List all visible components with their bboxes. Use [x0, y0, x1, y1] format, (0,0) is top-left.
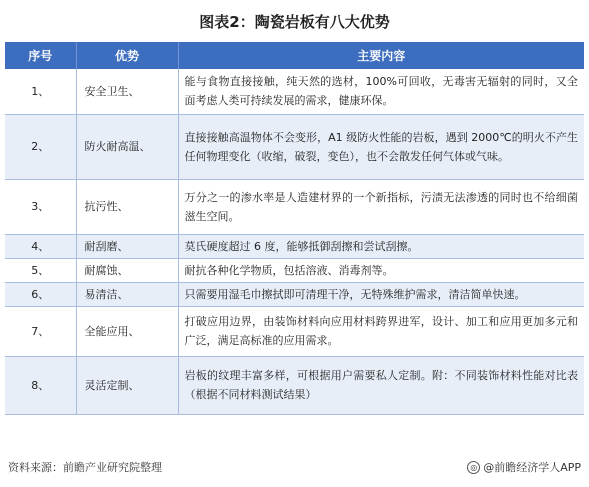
- table-header-row: [5, 42, 584, 69]
- row-advantage: 灵活定制、: [76, 356, 178, 414]
- row-content: 万分之一的渗水率是人造建材界的一个新指标，污渍无法渗透的同时也不给细菌滋生空间。: [178, 179, 584, 234]
- row-content: 耐抗各种化学物质，包括溶液、消毒剂等。: [178, 258, 584, 282]
- row-no: 6、: [5, 282, 76, 306]
- row-content: 直接接触高温物体不会变形，A1 级防火性能的岩板，遇到 2000℃的明火不产生任何物理变化（收缩，破裂，变色），也不会散发任何气体或气味。: [178, 114, 584, 179]
- table-row: [5, 179, 584, 234]
- header-no: 序号: [5, 42, 76, 69]
- row-advantage: 安全卫生、: [76, 69, 178, 114]
- table-row: [5, 114, 584, 179]
- advantages-table: [5, 42, 584, 415]
- brand-logo-icon: ◎: [467, 461, 480, 474]
- table-row: [5, 258, 584, 282]
- table-row: [5, 234, 584, 258]
- row-no: 5、: [5, 258, 76, 282]
- row-content: 能与食物直接接触，纯天然的选材，100%可回收，无毒害无辐射的同时，又全面考虑人类可持续发展的需求，健康环保。: [178, 69, 584, 114]
- header-advantage: 优势: [76, 42, 178, 69]
- row-content: 只需要用湿毛巾擦拭即可清理干净，无特殊维护需求，清洁简单快速。: [178, 282, 584, 306]
- row-advantage: 防火耐高温、: [76, 114, 178, 179]
- row-advantage: 易清洁、: [76, 282, 178, 306]
- row-no: 4、: [5, 234, 76, 258]
- table-row: [5, 69, 584, 114]
- page-title: 图表2：陶瓷岩板有八大优势: [199, 12, 390, 31]
- table-row: [5, 306, 584, 356]
- row-advantage: 抗污性、: [76, 179, 178, 234]
- row-content: 莫氏硬度超过 6 度，能够抵御刮擦和尝试刮擦。: [178, 234, 584, 258]
- header-content: 主要内容: [178, 42, 584, 69]
- row-advantage: 全能应用、: [76, 306, 178, 356]
- row-no: 7、: [5, 306, 76, 356]
- row-advantage: 耐腐蚀、: [76, 258, 178, 282]
- row-no: 2、: [5, 114, 76, 179]
- row-no: 8、: [5, 356, 76, 414]
- row-content: 打破应用边界，由装饰材料向应用材料跨界进军，设计、加工和应用更加多元和广泛，满足高标准的应用需求。: [178, 306, 584, 356]
- row-no: 3、: [5, 179, 76, 234]
- row-advantage: 耐刮磨、: [76, 234, 178, 258]
- source-note: 资料来源：前瞻产业研究院整理: [8, 461, 162, 474]
- brand-credit: [467, 459, 581, 475]
- row-content: 岩板的纹理丰富多样，可根据用户需要私人定制。附：不同装饰材料性能对比表（根据不同材料测试结果）: [178, 356, 584, 414]
- brand-text: @前瞻经济学人APP: [483, 461, 581, 474]
- table-row: [5, 356, 584, 414]
- row-no: 1、: [5, 69, 76, 114]
- table-row: [5, 282, 584, 306]
